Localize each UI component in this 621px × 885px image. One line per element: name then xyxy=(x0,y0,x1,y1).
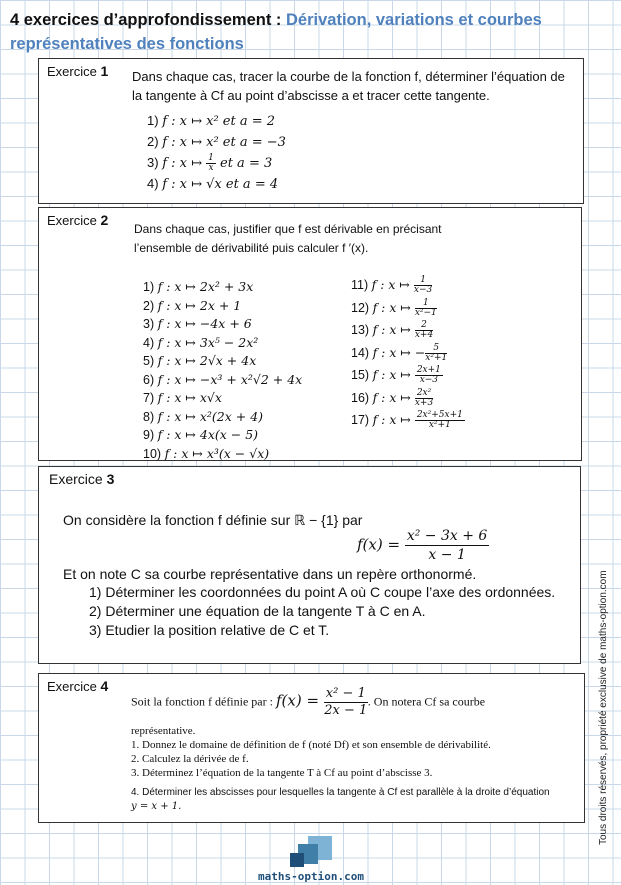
denominator: x−3 xyxy=(419,375,439,386)
f-lhs: f(x) = xyxy=(357,535,405,554)
exercise-note: Et on note C sa courbe représentative dans un repère orthonormé. xyxy=(63,566,477,582)
denominator: x²−1 xyxy=(414,307,437,318)
page-title xyxy=(10,8,620,56)
list-item: 3. Déterminez l’équation de la tangente T à Cf au point d’abscisse 3. xyxy=(131,767,433,779)
item-number: 4) xyxy=(147,176,159,191)
list-item xyxy=(351,274,465,297)
numerator: 5 xyxy=(425,344,447,354)
title-main: 4 exercices d’approfondissement : xyxy=(10,11,287,29)
denominator: x+3 xyxy=(414,397,434,408)
list-item: 2. Calculez la dérivée de f. xyxy=(131,753,249,765)
denominator: x−3 xyxy=(413,285,433,296)
list-item: 2) Déterminer une équation de la tangente T à C en A. xyxy=(89,603,426,619)
list-item xyxy=(143,297,302,316)
copyright-text: Tous droits réservés, propriété exclusive de maths-option.com xyxy=(598,570,609,845)
item-list xyxy=(89,583,555,640)
item-expression: f : x ↦ −x³ + x²√2 + 4x xyxy=(157,371,303,387)
item-list-left xyxy=(143,278,302,463)
exercise-intro: Dans chaque cas, justifier que f est dérivable en précisant l’ensemble de dérivabilité puis calculer f ′(x). xyxy=(134,222,442,255)
item-suffix: et a = 3 xyxy=(215,156,273,171)
item-number: 10) xyxy=(143,446,162,461)
list-item xyxy=(143,371,302,390)
numerator: 2 xyxy=(415,321,433,331)
fraction xyxy=(324,686,368,719)
label-num: 3 xyxy=(106,471,115,487)
item-number: 5) xyxy=(143,354,155,368)
list-item xyxy=(147,153,286,174)
item-list xyxy=(147,111,286,195)
item-number: 2) xyxy=(143,298,155,313)
denominator: x+4 xyxy=(414,330,434,341)
fraction xyxy=(425,344,447,363)
item-list xyxy=(131,738,550,780)
list-item: 1. Donnez le domaine de définition de f (noté Df) et son ensemble de dérivabilité. xyxy=(131,739,491,751)
item-expression: f : x ↦ √x et a = 4 xyxy=(162,177,279,192)
exercise-1 xyxy=(38,58,584,204)
list-item xyxy=(143,315,302,334)
numerator: 1 xyxy=(208,153,214,164)
item-number: 2) xyxy=(147,134,159,149)
item-expression: f : x ↦ 2x + 1 xyxy=(157,297,242,313)
item-number: 8) xyxy=(143,409,155,424)
exercise-4 xyxy=(38,673,585,823)
item-expression: f : x ↦ x² et a = 2 xyxy=(162,114,276,129)
exercise-body xyxy=(131,724,550,814)
list-item xyxy=(351,409,465,432)
label-text: Exercice xyxy=(47,64,101,79)
fraction xyxy=(415,389,433,408)
item-number: 7) xyxy=(143,391,155,405)
numerator: 2x²+5x+1 xyxy=(416,410,463,421)
list-item xyxy=(147,174,286,195)
fraction xyxy=(414,276,432,295)
logo-icon xyxy=(288,836,338,868)
item-expression: f : x ↦ x√x xyxy=(157,390,222,405)
numerator: x² − 3x + 6 xyxy=(406,528,488,544)
list-item xyxy=(351,364,465,387)
item-expression: f : x ↦ 2√x + 4x xyxy=(157,353,257,368)
item-number: 14) xyxy=(351,345,370,360)
numerator: 2x² xyxy=(416,387,432,398)
list-item: 3) Etudier la position relative de C et T. xyxy=(89,622,330,638)
exercise-2 xyxy=(38,207,582,461)
denominator: x²+1 xyxy=(425,352,448,363)
denominator: x − 1 xyxy=(428,547,466,563)
denominator: x²+1 xyxy=(428,420,451,431)
list-item xyxy=(143,352,302,371)
list-item xyxy=(351,297,465,320)
label-num: 1 xyxy=(100,63,109,79)
label-text: Exercice xyxy=(47,679,101,694)
label-num: 2 xyxy=(100,212,109,228)
label-num: 4 xyxy=(100,678,109,694)
item-prefix: f : x ↦ xyxy=(372,412,415,427)
list-item xyxy=(143,334,302,353)
exercise-intro: On considère la fonction f définie sur ℝ − {1} par xyxy=(63,512,363,528)
logo-text: maths-option.com xyxy=(258,870,364,883)
question-4-equation: y = x + 1. xyxy=(131,801,182,812)
list-item xyxy=(143,426,302,445)
fraction xyxy=(415,321,433,340)
label-text: Exercice xyxy=(47,213,101,228)
denominator: 2x − 1 xyxy=(324,703,368,718)
numerator: 1 xyxy=(414,276,432,286)
list-item: 1) Déterminer les coordonnées du point A où C coupe l’axe des ordonnées. xyxy=(89,584,556,600)
exercise-intro: Dans chaque cas, tracer la courbe de la fonction f, déterminer l’équation de la tangente à Cf au point d’abscisse a et tracer cette tangente. xyxy=(132,69,565,103)
item-number: 9) xyxy=(143,428,155,442)
item-expression: f : x ↦ −4x + 6 xyxy=(157,316,252,331)
intro-pre: Soit la fonction f définie par : xyxy=(131,694,276,709)
item-number: 12) xyxy=(351,300,370,315)
item-number: 3) xyxy=(147,155,159,170)
item-prefix: f : x ↦ xyxy=(372,389,415,405)
item-prefix: f : x ↦ xyxy=(372,322,415,337)
title-topic: Dérivation, variations et courbes représentatives des fonctions xyxy=(10,11,542,53)
list-item xyxy=(351,319,465,342)
item-prefix: f : x ↦ xyxy=(162,156,207,171)
list-item xyxy=(351,342,465,365)
function-definition xyxy=(357,527,489,564)
exercise-label xyxy=(47,63,108,79)
list-item xyxy=(351,387,465,410)
item-prefix: f : x ↦ xyxy=(371,277,414,292)
fraction xyxy=(415,411,465,430)
item-prefix: f : x ↦ − xyxy=(372,344,426,360)
item-expression: f : x ↦ 3x⁵ − 2x² xyxy=(157,334,259,350)
exercise-label xyxy=(49,471,114,487)
fraction xyxy=(405,527,489,564)
exercise-intro xyxy=(131,686,485,719)
numerator: x² − 1 xyxy=(325,686,366,701)
item-prefix: f : x ↦ xyxy=(372,299,415,315)
item-expression: f : x ↦ x² et a = −3 xyxy=(162,135,286,150)
item-number: 17) xyxy=(351,413,370,427)
item-number: 6) xyxy=(143,372,155,387)
fraction xyxy=(206,154,216,173)
item-number: 1) xyxy=(147,113,159,128)
list-item xyxy=(143,445,302,464)
list-item xyxy=(143,408,302,427)
fraction xyxy=(415,299,437,318)
intro-continued: représentative. xyxy=(131,725,196,737)
intro-post: . On notera Cf sa courbe xyxy=(367,694,486,709)
numerator: 2x+1 xyxy=(416,365,441,376)
list-item xyxy=(147,132,286,153)
fraction xyxy=(415,366,443,385)
f-lhs: f(x) = xyxy=(275,691,324,710)
label-text: Exercice xyxy=(49,471,107,487)
list-item xyxy=(143,389,302,408)
item-expression: f : x ↦ 2x² + 3x xyxy=(157,279,254,294)
item-number: 1) xyxy=(143,280,155,294)
exercise-label xyxy=(47,212,108,228)
exercise-3 xyxy=(38,466,581,664)
item-expression: f : x ↦ x²(2x + 4) xyxy=(157,408,264,424)
list-item xyxy=(143,278,302,297)
exercise-label xyxy=(47,678,108,694)
item-number: 16) xyxy=(351,390,370,405)
item-expression: f : x ↦ x³(x − √x) xyxy=(164,445,270,461)
item-number: 11) xyxy=(351,278,369,292)
item-number: 3) xyxy=(143,317,155,331)
question-4: 4. Déterminer les abscisses pour lesquelles la tangente à Cf est parallèle à la droite d’équation xyxy=(131,787,550,798)
item-number: 15) xyxy=(351,368,370,382)
denominator: x xyxy=(208,163,214,174)
item-number: 13) xyxy=(351,323,370,337)
list-item xyxy=(147,111,286,132)
item-prefix: f : x ↦ xyxy=(372,367,415,382)
item-number: 4) xyxy=(143,335,155,350)
numerator: 1 xyxy=(415,299,437,309)
item-expression: f : x ↦ 4x(x − 5) xyxy=(157,427,259,442)
item-list-right xyxy=(351,274,465,432)
